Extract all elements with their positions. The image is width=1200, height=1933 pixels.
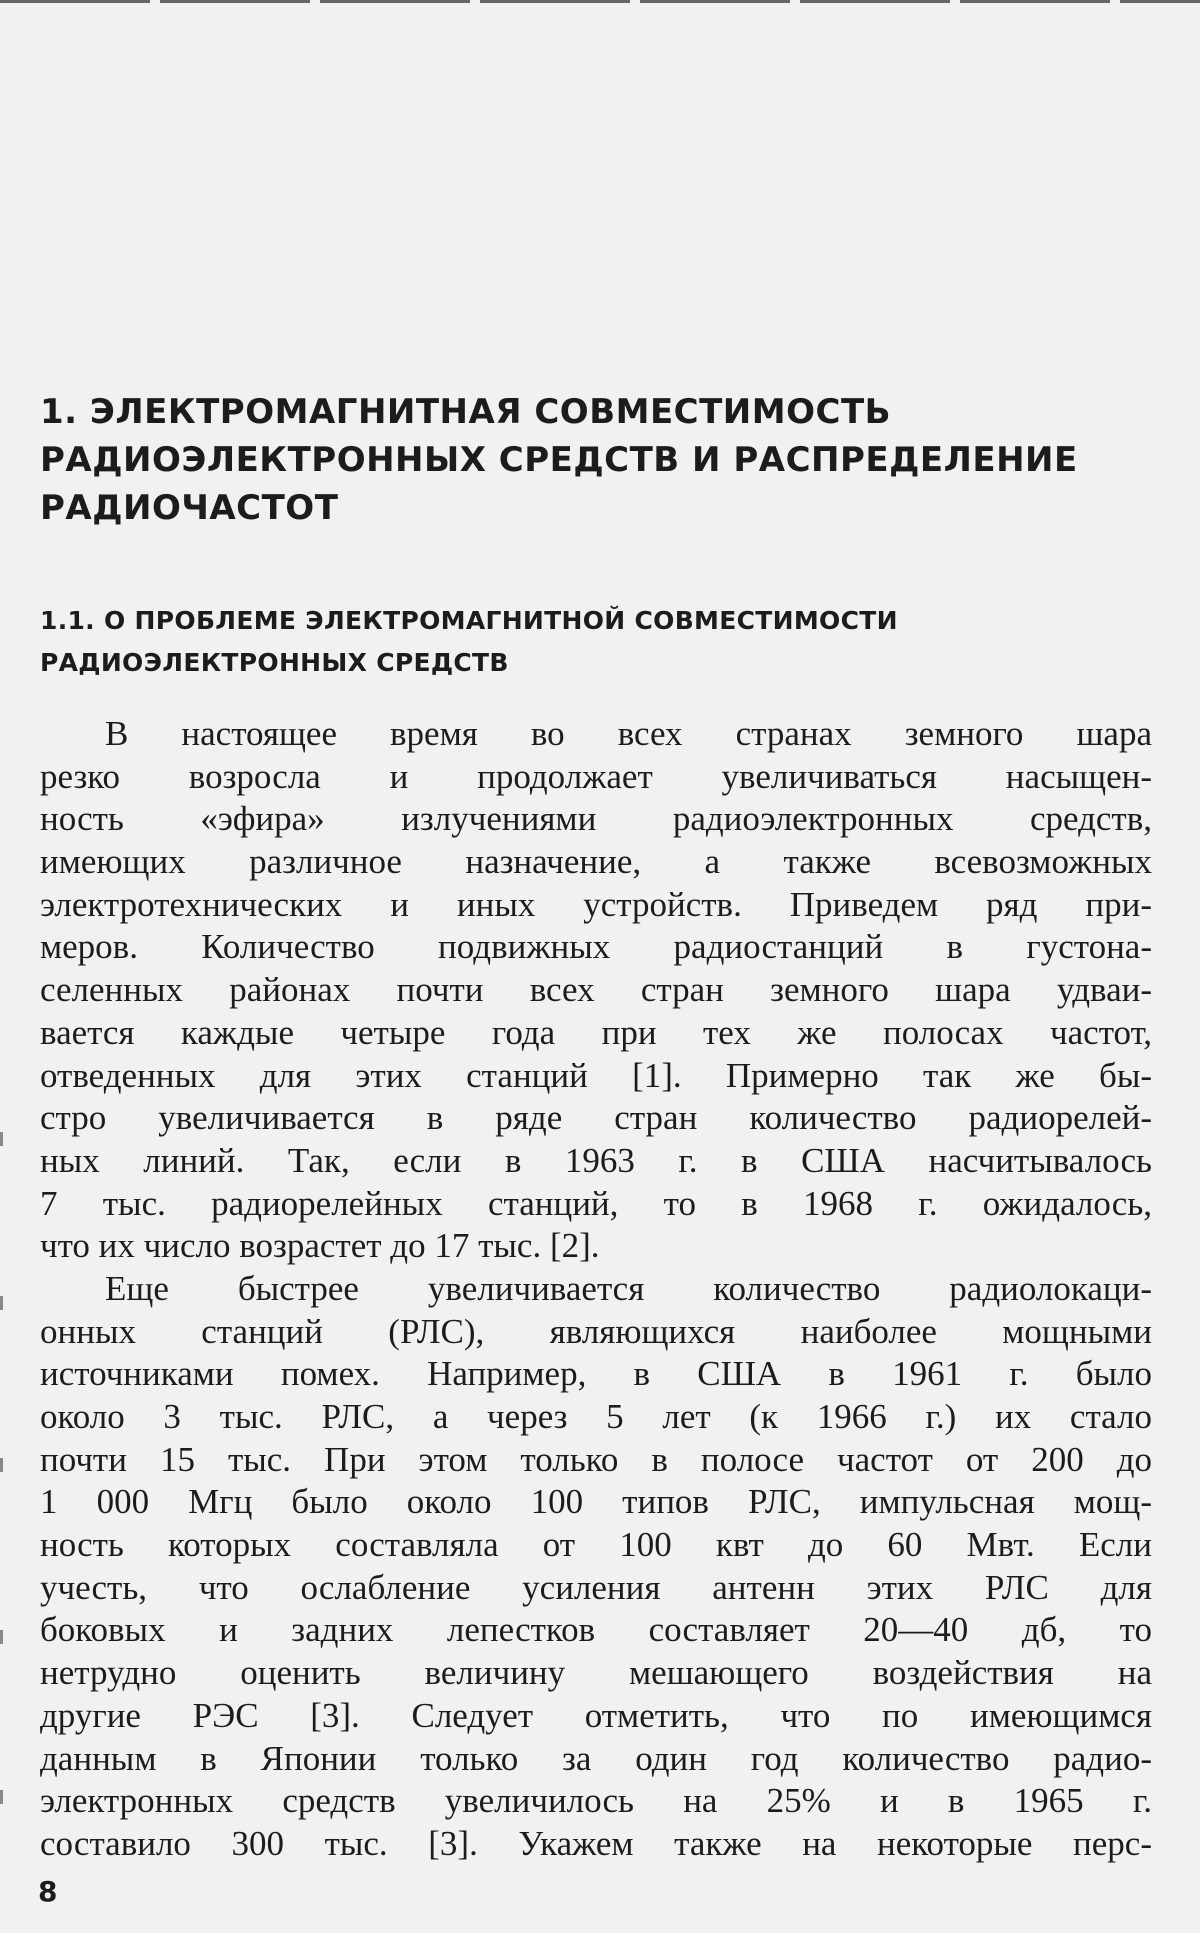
text-line: отведенных для этих станций [1]. Примерно так же бы- bbox=[40, 1055, 1152, 1095]
text-line: боковых и задних лепестков составляет 20—40 дб, то bbox=[40, 1610, 1152, 1650]
text-line: В настоящее время во всех странах земного шара bbox=[105, 714, 1152, 753]
page-number: 8 bbox=[38, 1875, 58, 1908]
text-line: селенных районах почти всех стран земного шара удваи- bbox=[40, 970, 1152, 1010]
text-line: электронных средств увеличилось на 25% и в 1965 г. bbox=[40, 1781, 1152, 1821]
text-line: 1 000 Мгц было около 100 типов РЛС, импульсная мощ- bbox=[40, 1482, 1152, 1522]
text-line: около 3 тыс. РЛС, а через 5 лет (к 1966 г.) их стало bbox=[40, 1397, 1152, 1436]
text-line: меров. Количество подвижных радиостанций в густона- bbox=[40, 927, 1152, 967]
chapter-title-line: РАДИОЭЛЕКТРОННЫХ СРЕДСТВ И РАСПРЕДЕЛЕНИЕ bbox=[40, 440, 1078, 480]
chapter-title bbox=[40, 388, 1160, 532]
top-edge-rule bbox=[0, 0, 1200, 3]
text-line: 7 тыс. радиорелейных станций, то в 1968 г. ожидалось, bbox=[40, 1183, 1152, 1223]
scan-margin-mark bbox=[0, 1458, 3, 1472]
text-line: онных станций (РЛС), являющихся наиболее мощными bbox=[40, 1311, 1152, 1351]
scan-margin-mark bbox=[0, 1790, 3, 1804]
text-line: составило 300 тыс. [3]. Укажем также на некоторые перс- bbox=[40, 1823, 1152, 1863]
text-line: Еще быстрее увеличивается количество радиолокаци- bbox=[105, 1268, 1152, 1308]
text-line: данным в Японии только за один год количество радио- bbox=[40, 1738, 1152, 1778]
text-line: нетрудно оценить величину мешающего воздействия на bbox=[40, 1653, 1152, 1693]
text-line: резко возросла и продолжает увеличиваться насыщен- bbox=[40, 756, 1152, 796]
text-line: электротехнических и иных устройств. Приведем ряд при- bbox=[40, 884, 1152, 924]
text-line: имеющих различное назначение, а также всевозможных bbox=[40, 842, 1152, 882]
text-line: ность которых составляла от 100 квт до 60 Мвт. Если bbox=[40, 1525, 1152, 1565]
section-title bbox=[40, 600, 1160, 684]
chapter-title-line: РАДИОЧАСТОТ bbox=[40, 488, 339, 528]
text-line: стро увеличивается в ряде стран количество радиорелей- bbox=[40, 1098, 1152, 1138]
scan-margin-mark bbox=[0, 1630, 3, 1644]
chapter-title-line: 1. ЭЛЕКТРОМАГНИТНАЯ СОВМЕСТИМОСТЬ bbox=[40, 392, 892, 432]
text-line: ных линий. Так, если в 1963 г. в США насчитывалось bbox=[40, 1140, 1152, 1180]
text-line: что их число возрастет до 17 тыс. [2]. bbox=[40, 1226, 600, 1266]
text-line: другие РЭС [3]. Следует отметить, что по имеющимся bbox=[40, 1695, 1152, 1735]
body-text bbox=[40, 713, 1152, 1866]
section-title-line: 1.1. О ПРОБЛЕМЕ ЭЛЕКТРОМАГНИТНОЙ СОВМЕСТИМОСТИ bbox=[40, 606, 898, 635]
text-line: ность «эфира» излучениями радиоэлектронных средств, bbox=[40, 799, 1152, 839]
text-line: почти 15 тыс. При этом только в полосе частот от 200 до bbox=[40, 1439, 1152, 1479]
text-line: учесть, что ослабление усиления антенн этих РЛС для bbox=[40, 1567, 1152, 1607]
text-line: вается каждые четыре года при тех же полосах частот, bbox=[40, 1012, 1152, 1052]
scan-margin-mark bbox=[0, 1132, 3, 1146]
scan-margin-mark bbox=[0, 1296, 3, 1310]
section-title-line: РАДИОЭЛЕКТРОННЫХ СРЕДСТВ bbox=[40, 648, 509, 677]
text-line: источниками помех. Например, в США в 1961 г. было bbox=[40, 1354, 1152, 1394]
